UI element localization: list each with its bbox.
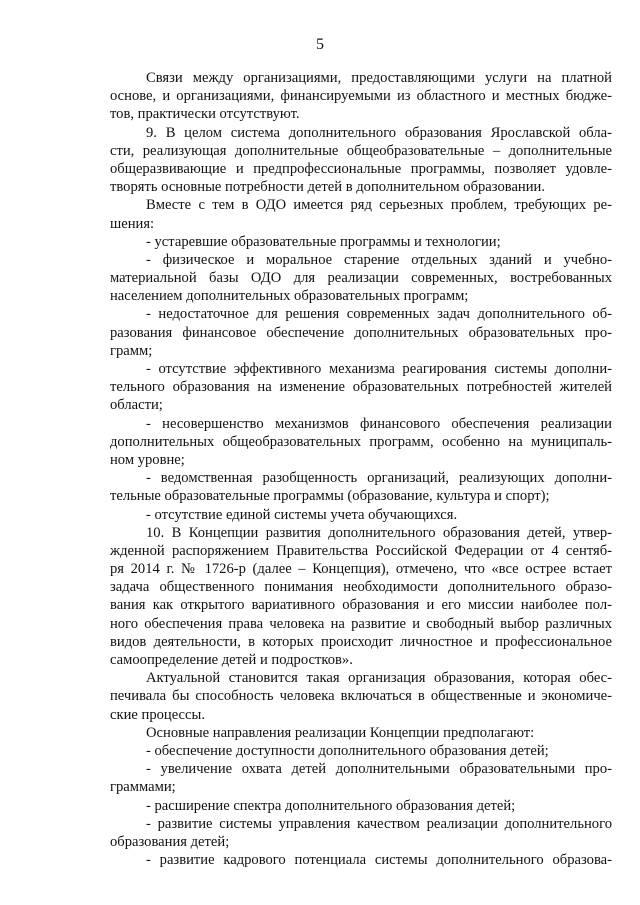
document-body <box>110 69 612 869</box>
text-line: ном уровне; <box>110 451 185 468</box>
text-line: жденной распоряжением Правительства Российской Федерации от 4 сентяб- <box>110 542 612 559</box>
text-line: шения: <box>110 215 155 232</box>
text-line: тельного образования на изменение образовательных потребностей жителей <box>110 379 612 396</box>
text-line: 10. В Концепции развития дополнительного образования детей, утвер- <box>146 524 612 541</box>
text-line: - расширение спектра дополнительного образования детей; <box>146 797 516 814</box>
text-line: - обеспечение доступности дополнительного образования детей; <box>146 742 549 759</box>
text-line: - устаревшие образовательные программы и технологии; <box>146 233 501 250</box>
text-line: - развитие кадрового потенциала системы дополнительного образова- <box>146 852 612 869</box>
text-line: - увеличение охвата детей дополнительными образовательными про- <box>146 761 612 778</box>
text-line: Вместе с тем в ОДО имеется ряд серьезных проблем, требующих ре- <box>146 197 612 214</box>
text-line: - отсутствие единой системы учета обучающихся. <box>146 506 458 523</box>
text-line: тов, практически отсутствуют. <box>110 106 300 123</box>
text-line: вания как открытого вариативного образования и его миссии наиболее пол- <box>110 597 612 614</box>
text-line: задача общественного понимания необходимости дополнительного образо- <box>110 579 612 596</box>
text-line: тельные образовательные программы (образование, культура и спорт); <box>110 488 550 505</box>
text-line: основе, и организациями, финансируемыми из областного и местных бюдже- <box>110 88 612 105</box>
text-line: - отсутствие эффективного механизма реагирования системы дополни- <box>146 361 612 377</box>
text-line: - несовершенство механизмов финансового обеспечения реализации <box>146 415 612 432</box>
text-line: материальной базы ОДО для реализации современных, востребованных <box>110 270 612 287</box>
text-line: дополнительных общеобразовательных программ, особенно на муниципаль- <box>110 433 612 450</box>
text-line: 9. В целом система дополнительного образования Ярославской обла- <box>146 124 612 141</box>
text-line: области; <box>110 397 163 414</box>
text-line: Актуальной становится такая организация образования, которая обес- <box>146 670 612 687</box>
text-line: - развитие системы управления качеством реализации дополнительного <box>146 815 612 832</box>
text-line: - недостаточное для решения современных задач дополнительного об- <box>146 306 612 323</box>
text-line: печивала бы способность человека включаться в общественные и экономиче- <box>110 688 612 705</box>
text-line: Основные направления реализации Концепции предполагают: <box>146 724 535 741</box>
text-line: грамм; <box>110 342 153 359</box>
page-number: 5 <box>316 36 324 53</box>
text-line: ские процессы. <box>110 706 205 723</box>
text-line: образования детей; <box>110 833 230 850</box>
text-line: самоопределение детей и подростков». <box>110 652 353 668</box>
text-line: видов деятельности, в которых происходит личностное и профессиональное <box>110 633 612 650</box>
text-line: творять основные потребности детей в дополнительном образовании. <box>110 179 546 196</box>
text-line: сти, реализующая дополнительные общеобразовательные – дополнительные <box>110 142 612 159</box>
text-line: населением дополнительных образовательных программ; <box>110 288 469 305</box>
text-line: - ведомственная разобщенность организаций, реализующих дополни- <box>146 470 612 487</box>
text-line: ного обеспечения права человека на развитие и свободный выбор различных <box>110 615 612 632</box>
text-line: - физическое и моральное старение отдельных зданий и учебно- <box>146 251 612 268</box>
text-line: граммами; <box>110 779 176 796</box>
text-line: разования финансовое обеспечение дополнительных образовательных про- <box>110 324 612 341</box>
text-line: Связи между организациями, предоставляющими услуги на платной <box>146 70 612 86</box>
text-line: общеразвивающие и предпрофессиональные программы, позволяет удовле- <box>110 160 612 177</box>
text-line: ря 2014 г. № 1726-р (далее – Концепция), отмечено, что «все острее встает <box>110 561 612 578</box>
